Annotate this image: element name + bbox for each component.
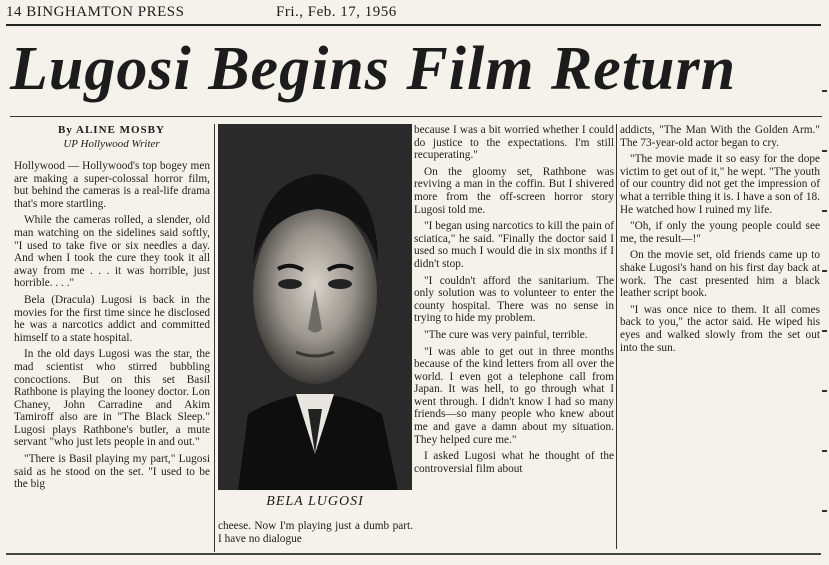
paragraph: Bela (Dracula) Lugosi is back in the movies for the first time since he disclosed he was a narcotics addict and committed himself to a state hospital. [14,293,210,344]
byline-author: By ALINE MOSBY [58,124,165,136]
paragraph: "I was once nice to them. It all comes back to you," the actor said. He wiped his eyes and walked slowly from the set out into the sun. [620,303,820,354]
column-divider [214,124,215,552]
paragraph: "There is Basil playing my part," Lugosi said as he stood on the set. "I used to be the big [14,453,210,491]
page-edge-marks [821,30,829,550]
paragraph: "The movie made it so easy for the dope victim to get out of it," he wept. "The youth of our country did not get the impression of what a terrible thing it is. I have a son of 18. He watched how I ruined my life. [620,153,820,216]
byline-role: UP Hollywood Writer [63,138,160,150]
paragraph: I asked Lugosi what he thought of the controversial film about [414,450,614,475]
headline: Lugosi Begins Film Return [10,34,822,117]
paragraph: "The cure was very painful, terrible. [424,328,588,341]
bottom-rule [6,553,821,555]
byline [14,124,209,150]
portrait-photo [218,124,412,490]
paragraph: In the old days Lugosi was the star, the mad scientist who stirred bubbling concoctions. But on this set Basil Rathbone is playing the looney doctor. Lon Chaney, John Carradine and Akim Tamiroff also are in "The Black Sleep." Lugosi plays Rathbone's butler, a mute servant "who just lets people in and out." [14,348,210,449]
paragraph: "I began using narcotics to kill the pain of sciatica," he said. "Finally the doctor said I used so much I would die in six months if I didn't stop. [414,220,614,270]
paragraph: Hollywood — Hollywood's top bogey men are making a super-colossal horror film, but behind the cameras is a real-life drama that's more startling. [14,160,210,210]
paragraph: "Oh, if only the young people could see me, the result—!" [620,220,820,245]
article-column-2 [414,124,614,479]
paragraph: On the gloomy set, Rathbone was reviving a man in the coffin. But I shivered more from the off-screen horror story Lugosi told me. [414,165,614,216]
continuation-text: cheese. Now I'm playing just a dumb part. I have no dialogue [218,520,413,545]
masthead [6,2,821,26]
photo-caption: BELA LUGOSI [266,494,364,509]
publication-name: 14 BINGHAMTON PRESS [6,4,185,20]
paragraph: "I couldn't afford the sanitarium. The only solution was to volunteer to enter the county hospital. There was no sense in trying to hide my problem. [414,274,614,325]
paragraph: While the cameras rolled, a slender, old man watching on the sidelines said softly, "I used to take five or six needles a day. And when I took the cure they took it all away from me . . . it was horrible, just horrible. . . ." [14,214,210,290]
article-column-1 [14,160,210,495]
paragraph: addicts, "The Man With the Golden Arm." The 73-year-old actor began to cry. [620,124,820,149]
article-column-3 [620,124,820,358]
paragraph: On the movie set, old friends came up to shake Lugosi's hand on his first day back at work. The cast presented him a black leather script book. [620,249,820,300]
publication-date: Fri., Feb. 17, 1956 [276,4,397,20]
column-divider [616,124,617,549]
portrait-illustration [218,124,412,490]
paragraph: because I was a bit worried whether I could do justice to the expectations. I'm still recuperating." [414,124,614,162]
paragraph: "I was able to get out in three months because of the kind letters from all over the world. I even got a telephone call from Japan. It was hell, to go through what I went through. I didn't know I had so many friends—so many people who knew about me and gave a damn about my situation. They helped cure me." [414,345,614,446]
